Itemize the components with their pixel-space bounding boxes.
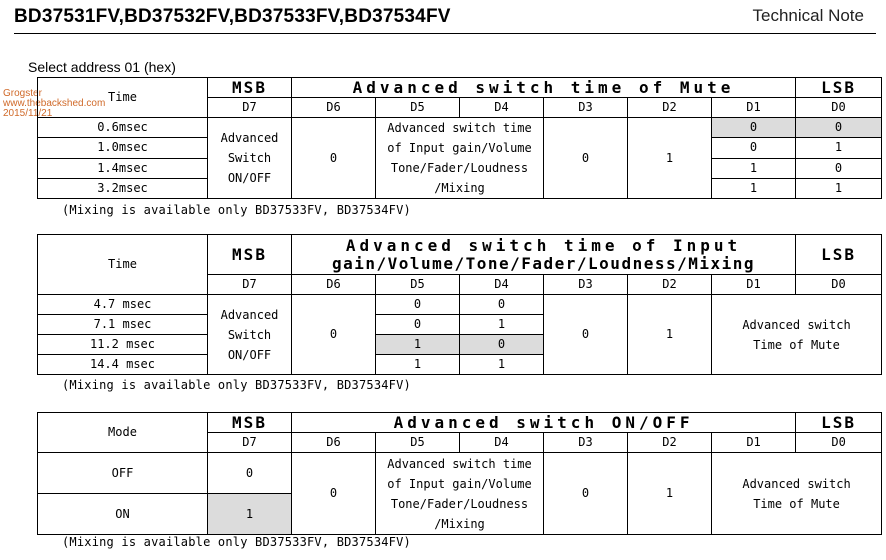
lsb-label: LSB: [796, 78, 882, 98]
bit-header-d4: D4: [460, 98, 544, 118]
d0-value: 0: [796, 158, 882, 178]
table-title: Advanced switch ON/OFF: [292, 413, 796, 433]
d5-value: 0: [376, 315, 460, 335]
time-value: 11.2 msec: [38, 335, 208, 355]
mode-value: OFF: [38, 453, 208, 494]
lsb-label: LSB: [796, 413, 882, 433]
bit-header-d4: D4: [460, 433, 544, 453]
d2-value: 1: [628, 295, 712, 375]
time-value: 7.1 msec: [38, 315, 208, 335]
bit-header-d2: D2: [628, 275, 712, 295]
cell-line: Tone/Fader/Loudness: [390, 161, 529, 175]
cell-line: Advanced: [220, 307, 279, 322]
cell-line: Tone/Fader/Loudness: [390, 496, 529, 511]
bit-header-d7: D7: [208, 275, 292, 295]
bit-header-d2: D2: [628, 98, 712, 118]
d7-value: 1: [208, 494, 292, 535]
bit-header-d5: D5: [376, 98, 460, 118]
table-title: [292, 235, 796, 275]
d2-value: 1: [628, 118, 712, 199]
mixing-footnote: (Mixing is available only BD37533FV, BD37534FV): [62, 203, 411, 217]
mute-switch-time-table: [37, 77, 882, 199]
switch-on-off-table: [37, 412, 882, 535]
cell-line: /Mixing: [434, 181, 485, 195]
column-header-mode: Mode: [38, 413, 208, 453]
advanced-switch-cell: [208, 118, 292, 199]
cell-line: /Mixing: [434, 516, 485, 531]
cell-line: ON/OFF: [227, 347, 272, 362]
table-title: Advanced switch time of Mute: [292, 78, 796, 98]
bit-header-d3: D3: [544, 275, 628, 295]
d4-value: 1: [460, 355, 544, 375]
d0-value: 1: [796, 138, 882, 158]
d3-value: 0: [544, 453, 628, 535]
cell-line: Switch: [227, 327, 272, 342]
document-title: BD37531FV,BD37532FV,BD37533FV,BD37534FV: [14, 6, 451, 27]
bit-header-d2: D2: [628, 433, 712, 453]
time-value: 14.4 msec: [38, 355, 208, 375]
d6-value: 0: [292, 118, 376, 199]
lsb-label: LSB: [796, 235, 882, 275]
bit-header-d7: D7: [208, 433, 292, 453]
d0-value: 0: [796, 118, 882, 138]
d1-d0-description: [712, 295, 882, 375]
d3-value: 0: [544, 295, 628, 375]
time-value: 1.0msec: [38, 138, 208, 158]
d6-value: 0: [292, 295, 376, 375]
time-value: 4.7 msec: [38, 295, 208, 315]
d2-value: 1: [628, 453, 712, 535]
bit-header-d0: D0: [796, 275, 882, 295]
cell-line: of Input gain/Volume: [387, 476, 532, 491]
bit-header-d6: D6: [292, 275, 376, 295]
select-address-label: Select address 01 (hex): [28, 59, 176, 75]
mode-value: ON: [38, 494, 208, 535]
d1-value: 0: [712, 138, 796, 158]
time-value: 1.4msec: [38, 158, 208, 178]
title-line: gain/Volume/Tone/Fader/Loudness/Mixing: [331, 253, 756, 273]
d5-value: 1: [376, 335, 460, 355]
bit-header-d1: D1: [712, 98, 796, 118]
watermark-line: www.thebackshed.com: [3, 98, 106, 109]
technical-note-label: Technical Note: [752, 6, 864, 25]
bit-header-d6: D6: [292, 433, 376, 453]
d7-value: 0: [208, 453, 292, 494]
time-value: 0.6msec: [38, 118, 208, 138]
watermark-line: Grogster: [3, 88, 42, 99]
bit-header-d0: D0: [796, 98, 882, 118]
bit-header-d7: D7: [208, 98, 292, 118]
bit-header-d0: D0: [796, 433, 882, 453]
msb-label: MSB: [208, 235, 292, 275]
mixing-footnote: (Mixing is available only BD37533FV, BD37534FV): [62, 535, 411, 549]
d4-value: 0: [460, 295, 544, 315]
d0-value: 1: [796, 178, 882, 198]
cell-line: Advanced switch: [742, 317, 851, 332]
d1-value: 1: [712, 178, 796, 198]
bit-header-d3: D3: [544, 98, 628, 118]
msb-label: MSB: [208, 78, 292, 98]
advanced-switch-cell: [208, 295, 292, 375]
bit-header-d3: D3: [544, 433, 628, 453]
bit-header-d4: D4: [460, 275, 544, 295]
time-value: 3.2msec: [38, 178, 208, 198]
cell-line: Advanced switch time: [387, 456, 532, 471]
cell-line: ON/OFF: [227, 171, 272, 185]
title-line: Advanced switch time of Input: [345, 235, 742, 255]
cell-line: Switch: [227, 151, 272, 165]
d6-value: 0: [292, 453, 376, 535]
d1-value: 0: [712, 118, 796, 138]
d4-value: 0: [460, 335, 544, 355]
d1-d0-description: [712, 453, 882, 535]
mixing-footnote: (Mixing is available only BD37533FV, BD37534FV): [62, 378, 411, 392]
cell-line: of Input gain/Volume: [387, 141, 532, 155]
d3-value: 0: [544, 118, 628, 199]
d5-value: 1: [376, 355, 460, 375]
column-header-time: Time: [38, 235, 208, 295]
bit-header-d5: D5: [376, 433, 460, 453]
msb-label: MSB: [208, 413, 292, 433]
bit-header-d1: D1: [712, 275, 796, 295]
bit-header-d5: D5: [376, 275, 460, 295]
header-divider: [14, 33, 876, 34]
cell-line: Advanced: [220, 131, 279, 145]
d1-value: 1: [712, 158, 796, 178]
d5-value: 0: [376, 295, 460, 315]
cell-line: Time of Mute: [753, 496, 840, 511]
watermark-line: 2015/11/21: [3, 108, 53, 119]
cell-line: Advanced switch: [742, 476, 851, 491]
d5-d4-description: [376, 118, 544, 199]
cell-line: Time of Mute: [753, 337, 840, 352]
d4-value: 1: [460, 315, 544, 335]
input-gain-switch-time-table: [37, 234, 882, 375]
cell-line: Advanced switch time: [387, 121, 532, 135]
bit-header-d6: D6: [292, 98, 376, 118]
bit-header-d1: D1: [712, 433, 796, 453]
d5-d4-description: [376, 453, 544, 535]
column-header-time: Time: [38, 78, 208, 118]
